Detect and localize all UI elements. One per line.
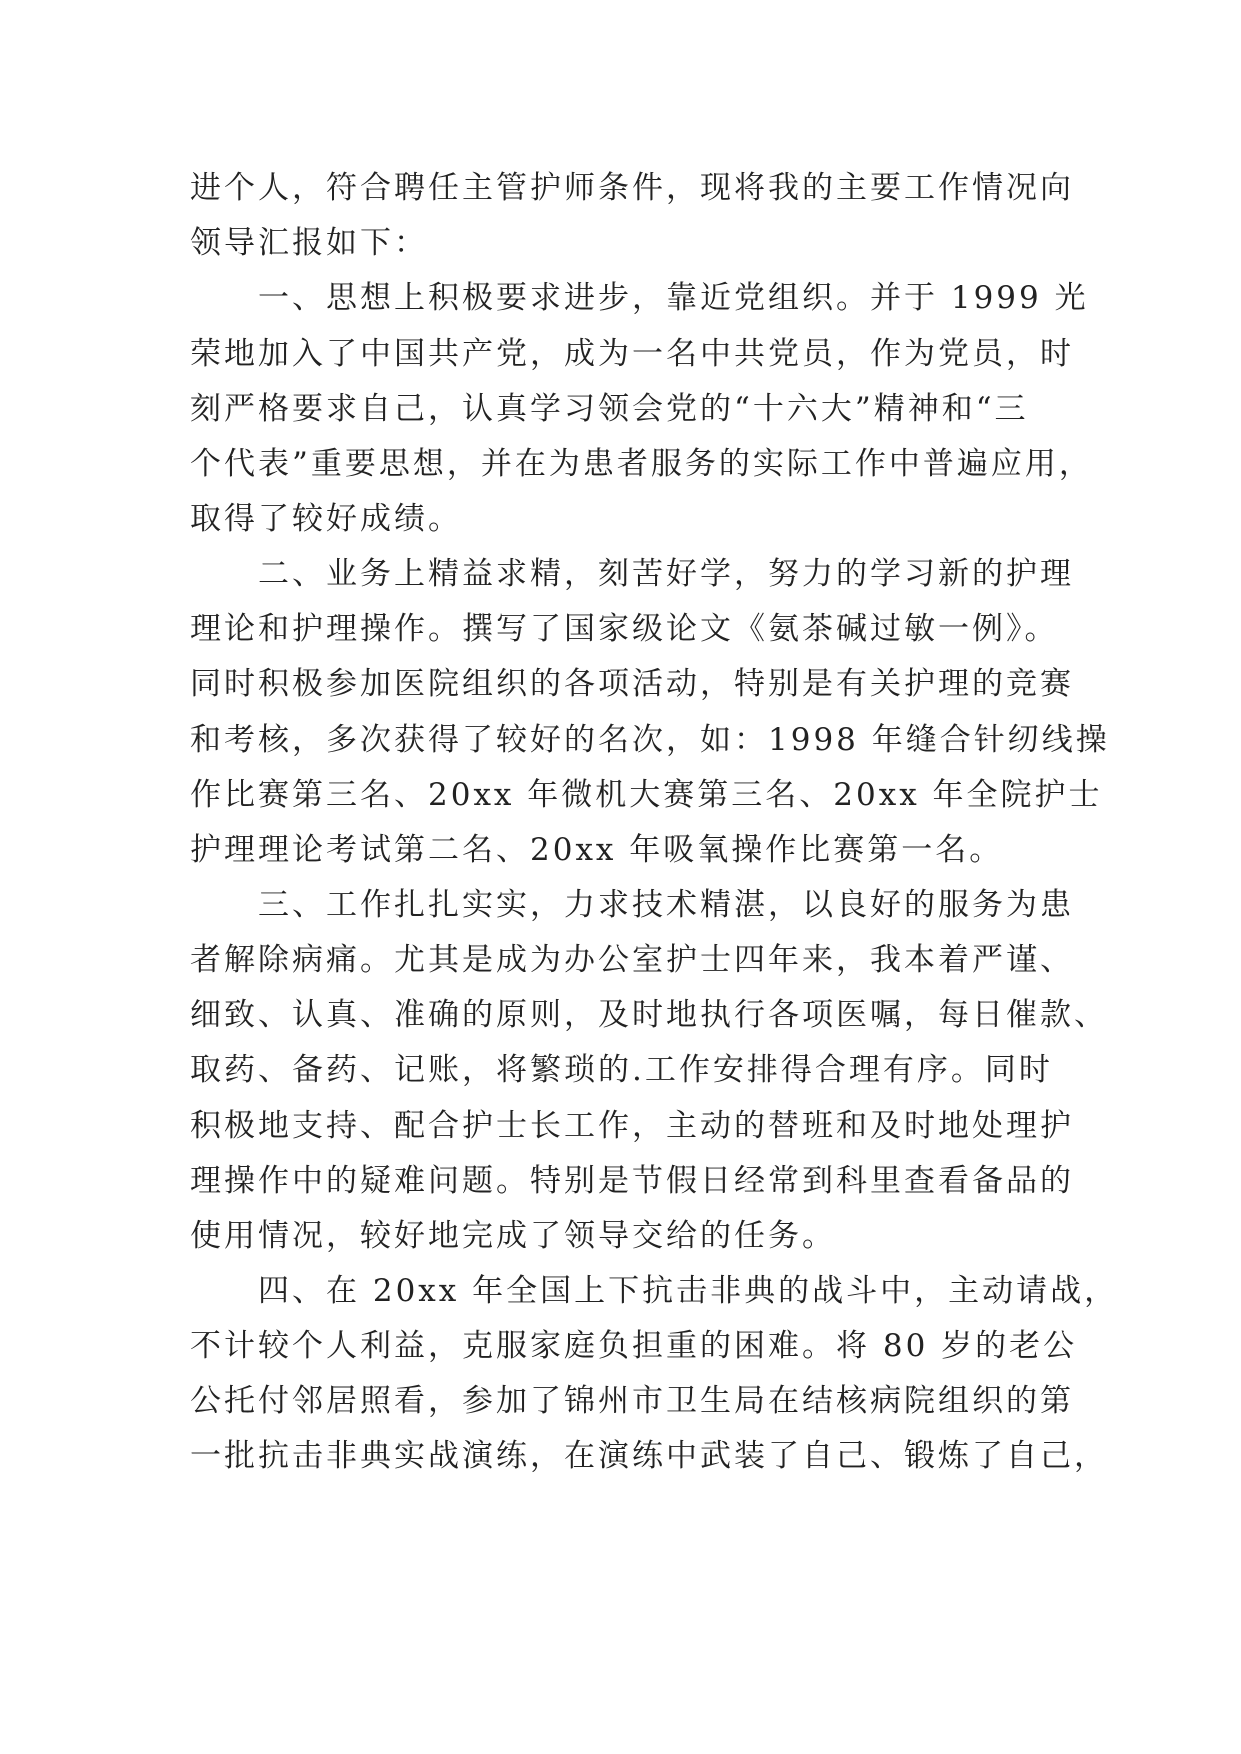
text-line: 二、业务上精益求精，刻苦好学，努力的学习新的护理	[190, 556, 1074, 592]
text-line: 细致、认真、准确的原则，及时地执行各项医嘱，每日催款、	[190, 997, 1108, 1033]
text-line: 个代表”重要思想，并在为患者服务的实际工作中普遍应用，	[190, 446, 1093, 482]
text-line: 荣地加入了中国共产党，成为一名中共党员，作为党员，时	[190, 336, 1074, 372]
text-line: 护理理论考试第二名、20xx 年吸氧操作比赛第一名。	[190, 832, 1004, 868]
text-line: 取得了较好成绩。	[190, 501, 462, 537]
text-line: 领导汇报如下：	[190, 225, 428, 261]
text-line: 同时积极参加医院组织的各项活动，特别是有关护理的竞赛	[190, 666, 1074, 702]
text-line: 作比赛第三名、20xx 年微机大赛第三名、20xx 年全院护士	[190, 777, 1103, 813]
text-line: 四、在 20xx 年全国上下抗击非典的战斗中，主动请战，	[190, 1273, 1119, 1309]
text-line: 理论和护理操作。撰写了国家级论文《氨茶碱过敏一例》。	[190, 611, 1059, 647]
text-line: 和考核，多次获得了较好的名次，如：1998 年缝合针纫线操	[190, 722, 1110, 758]
text-line: 刻严格要求自己，认真学习领会党的“十六大”精神和“三	[190, 391, 1029, 427]
text-line: 积极地支持、配合护士长工作，主动的替班和及时地处理护	[190, 1108, 1074, 1144]
text-line: 一、思想上积极要求进步，靠近党组织。并于 1999 光	[190, 280, 1089, 316]
text-line: 使用情况，较好地完成了领导交给的任务。	[190, 1218, 836, 1254]
text-line: 理操作中的疑难问题。特别是节假日经常到科里查看备品的	[190, 1163, 1074, 1199]
text-line: 进个人，符合聘任主管护师条件，现将我的主要工作情况向	[190, 170, 1074, 206]
text-line: 取药、备药、记账，将繁琐的.工作安排得合理有序。同时	[190, 1052, 1053, 1088]
text-line: 一批抗击非典实战演练，在演练中武装了自己、锻炼了自己，	[190, 1438, 1108, 1474]
text-line: 不计较个人利益，克服家庭负担重的困难。将 80 岁的老公	[190, 1328, 1078, 1364]
text-line: 公托付邻居照看，参加了锦州市卫生局在结核病院组织的第	[190, 1383, 1074, 1419]
text-line: 者解除病痛。尤其是成为办公室护士四年来，我本着严谨、	[190, 942, 1074, 978]
text-line: 三、工作扎扎实实，力求技术精湛，以良好的服务为患	[190, 887, 1074, 923]
